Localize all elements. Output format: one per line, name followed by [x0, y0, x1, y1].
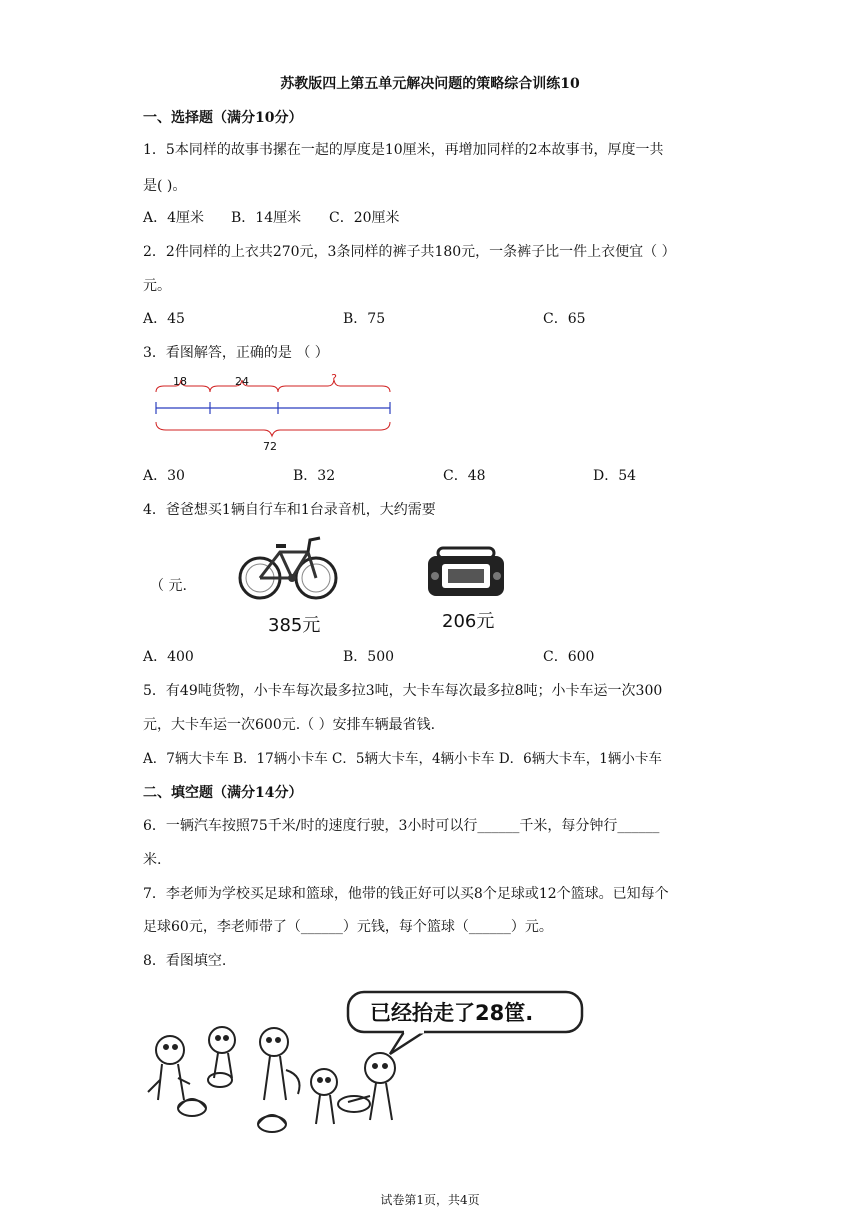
bicycle-image [238, 530, 338, 610]
q3-option-b[interactable]: B．32 [293, 468, 336, 484]
q1-line1: 1．5本同样的故事书摞在一起的厚度是10厘米，再增加同样的2本故事书，厚度一共 [143, 142, 664, 158]
q3-option-d[interactable]: D．54 [593, 468, 637, 484]
page-title: 苏教版四上第五单元解决问题的策略综合训练10 [280, 76, 580, 92]
section-1-heading: 一、选择题（满分10分） [143, 110, 303, 126]
q6-line2: 米. [143, 852, 162, 868]
q1-option-c[interactable]: C．20厘米 [329, 210, 400, 226]
q3-option-a[interactable]: A．30 [143, 468, 185, 484]
diagram-label-18: 18 [173, 375, 187, 388]
q6-line1: 6．一辆汽车按照75千米/时的速度行驶，3小时可以行______千米，每分钟行______ [143, 818, 660, 834]
segment-diagram [146, 372, 406, 452]
q2-option-c[interactable]: C．65 [543, 311, 586, 327]
q5-options[interactable]: A．7辆大卡车 B．17辆小卡车 C．5辆大卡车，4辆小卡车 D．6辆大卡车，1辆小卡车 [143, 751, 662, 767]
q5-line1: 5．有49吨货物，小卡车每次最多拉3吨，大卡车每次最多拉8吨；小卡车运一次300 [143, 683, 663, 699]
q1-line2: 是( )。 [143, 178, 187, 194]
q2-option-b[interactable]: B．75 [343, 311, 386, 327]
q1-option-b[interactable]: B．14厘米 [231, 210, 302, 226]
diagram-label-24: 24 [235, 375, 249, 388]
q5-line2: 元，大卡车运一次600元.（ ）安排车辆最省钱. [143, 717, 436, 733]
bike-price: 385元 [268, 615, 321, 636]
monkeys-illustration [148, 1020, 418, 1140]
radio-price: 206元 [442, 611, 495, 632]
q2-option-a[interactable]: A．45 [143, 311, 185, 327]
q4-option-b[interactable]: B．500 [343, 649, 395, 665]
q7-line1: 7．李老师为学校买足球和篮球，他带的钱正好可以买8个足球或12个篮球。已知每个 [143, 886, 669, 902]
diagram-label-unknown: ? [331, 372, 337, 385]
diagram-label-72: 72 [263, 440, 277, 453]
q4-line1: 4．爸爸想买1辆自行车和1台录音机，大约需要 [143, 502, 436, 518]
q4-blank: （ 元. [150, 578, 187, 594]
page-footer: 试卷第1页，共4页 [380, 1193, 480, 1207]
q2-line1: 2．2件同样的上衣共270元，3条同样的裤子共180元，一条裤子比一件上衣便宜（ ） [143, 244, 676, 260]
q7-line2: 足球60元，李老师带了（______）元钱，每个篮球（______）元。 [143, 919, 553, 935]
q4-option-c[interactable]: C．600 [543, 649, 595, 665]
q1-option-a[interactable]: A．4厘米 [143, 210, 205, 226]
q8-line1: 8．看图填空. [143, 953, 227, 969]
speech-bubble-text: 已经抬走了28筐. [370, 1001, 534, 1025]
q3-option-c[interactable]: C．48 [443, 468, 486, 484]
q3-line1: 3．看图解答，正确的是 （ ） [143, 345, 329, 361]
q4-option-a[interactable]: A．400 [143, 649, 194, 665]
section-2-heading: 二、填空题（满分14分） [143, 785, 303, 801]
radio-image [426, 546, 506, 600]
q2-line2: 元。 [143, 278, 171, 294]
